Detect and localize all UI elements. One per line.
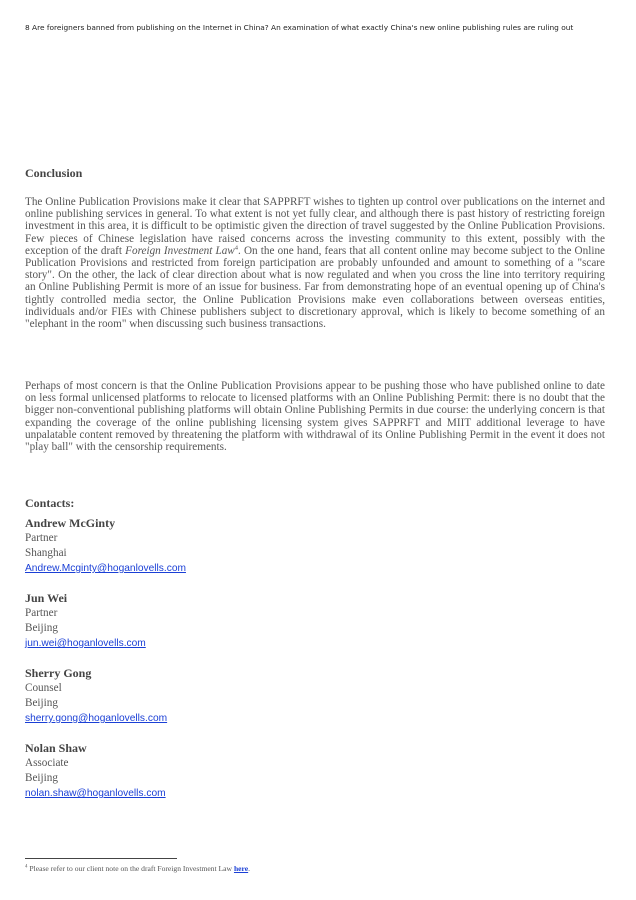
contact-card (25, 666, 325, 726)
footnote-reference: 4 (234, 244, 239, 252)
footnote-divider (25, 858, 177, 859)
contact-card (25, 591, 325, 651)
contact-city: Shanghai (25, 547, 67, 559)
footnote (25, 864, 250, 873)
contact-card (25, 516, 325, 576)
paragraph-1-text-a: The Online Publication Provisions make it clear that SAPPRFT wishes to tighten up control over publications on the internet and online publishing services in general. To what extent is not yet fully clear, and although there is past history of restricting foreign investment in this area, it is difficult to be optimistic given the direction of travel suggested by the Online Publication Provisions. Few pieces of Chinese legislation have raised concerns across the investing community to this extent, possibly with the exception of the draft (25, 196, 605, 257)
contact-name: Sherry Gong (25, 666, 92, 680)
conclusion-paragraph-1 (25, 196, 605, 330)
contacts-heading: Contacts: (25, 496, 75, 510)
conclusion-paragraph-2: Perhaps of most concern is that the Online Publication Provisions appear to be pushing those who have published online to date on less formal unlicensed platforms to relocate to licensed platforms with an Online Publishing Permit: there is no doubt that the bigger non-conventional publishing platforms will obtain Online Publishing Permits in due course: the underlying concern is that expanding the coverage of the online publishing licensing system gives SAPPRFT and MIIT additional leverage to have unpalatable content removed by threatening the platform with withdrawal of its Online Publishing Permit in the event it does not "play ball" with the censorship requirements. (25, 380, 605, 454)
contact-email-link[interactable]: sherry.gong@hoganlovells.com (25, 713, 168, 724)
contact-name: Andrew McGinty (25, 516, 116, 530)
conclusion-heading: Conclusion (25, 166, 83, 180)
foreign-investment-law-title: Foreign Investment Law (125, 244, 235, 257)
running-header: 8 Are foreigners banned from publishing on the Internet in China? An examination of what exactly China's new online publishing rules are ruling out (25, 23, 574, 32)
footnote-number: 4 (25, 864, 28, 870)
contact-name: Jun Wei (25, 591, 68, 605)
footnote-trailing: . (248, 864, 251, 873)
paragraph-1-text-b: . On the one hand, fears that all content online may become subject to the Online Publication Provisions and restricted from foreign participation are probably unfounded and amount to something of a "scare story". On the other, the lack of clear direction about what is now regulated and when you cross the line into territory requiring an Online Publishing Permit is more of an issue for business. Far from demonstrating hope of an eventual opening up of China's tightly controlled media sector, the Online Publication Provisions make even collaborations between overseas entities, individuals and/or FIEs with Chinese publishers subject to discretionary approval, which is likely to become something of an "elephant in the room" when discussing such business transactions. (25, 244, 606, 331)
contact-email-link[interactable]: Andrew.Mcginty@hoganlovells.com (25, 563, 186, 574)
contact-title: Partner (25, 532, 58, 544)
contact-city: Beijing (25, 622, 58, 634)
contact-title: Associate (25, 757, 69, 769)
contact-card (25, 741, 325, 801)
contact-email-link[interactable]: nolan.shaw@hoganlovells.com (25, 788, 166, 799)
footnote-here-link[interactable]: here (233, 864, 249, 873)
contact-title: Partner (25, 607, 58, 619)
contact-city: Beijing (25, 772, 58, 784)
footnote-text: Please refer to our client note on the draft Foreign Investment Law (27, 864, 234, 873)
contact-city: Beijing (25, 697, 58, 709)
contact-title: Counsel (25, 682, 62, 694)
contact-name: Nolan Shaw (25, 741, 87, 755)
contact-email-link[interactable]: jun.wei@hoganlovells.com (25, 638, 146, 649)
